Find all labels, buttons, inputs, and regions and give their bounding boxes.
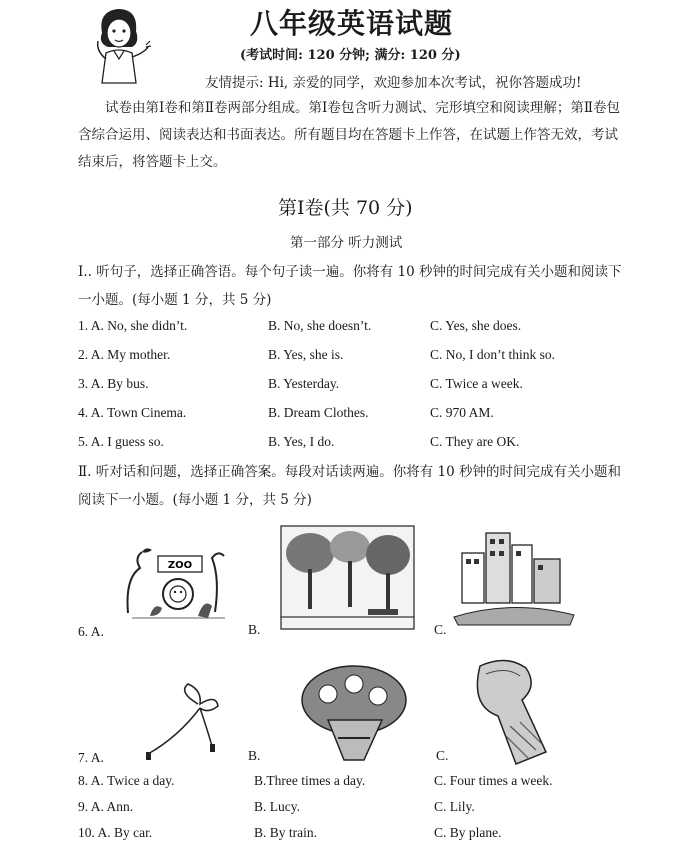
q9-option-b: B. Lucy.	[254, 799, 300, 814]
q8-option-c: C. Four times a week.	[434, 773, 553, 788]
zoo-sign-text: ZOO	[167, 560, 193, 571]
q10-option-c: C. By plane.	[434, 825, 502, 840]
q1-option-a: 1. A. No, she didn’t.	[78, 318, 188, 333]
exam-time-score: (考试时间: 120 分钟; 满分: 120 分)	[240, 48, 461, 63]
q8-option-a: 8. A. Twice a day.	[78, 773, 175, 788]
q6-option-b-label: B.	[248, 622, 261, 637]
exam-title: 八年级英语试题	[250, 7, 454, 40]
q7-option-c-label: C.	[436, 748, 449, 763]
q9-option-a: 9. A. Ann.	[78, 799, 134, 814]
scarf-picture	[460, 656, 552, 768]
part-title: 第一部分 听力测试	[290, 235, 403, 251]
part1-instruction: Ⅰ.. 听句子，选择正确答语。每个句子读一遍。你将有 10 秒钟的时间完成有关小题和阅读下一小题。(每小题 1 分，共 5 分)	[78, 264, 622, 308]
ribbon-bow-picture	[138, 682, 228, 762]
q5-option-a: 5. A. I guess so.	[78, 434, 164, 449]
friendly-tip: 友情提示: Hi, 亲爱的同学，欢迎参加本次考试，祝你答题成功!	[205, 75, 582, 91]
q5-option-b: B. Yes, I do.	[268, 434, 335, 449]
q6-option-c-label: C.	[434, 622, 447, 637]
q3-option-c: C. Twice a week.	[430, 376, 523, 391]
q4-option-a: 4. A. Town Cinema.	[78, 405, 187, 420]
q10-option-a: 10. A. By car.	[78, 825, 153, 840]
park-trees-picture	[280, 525, 415, 630]
q10-option-b: B. By train.	[254, 825, 317, 840]
q3-option-a: 3. A. By bus.	[78, 376, 149, 391]
teacher-mascot-illustration	[88, 3, 152, 85]
q9-option-c: C. Lily.	[434, 799, 475, 814]
q6-option-a-label: 6. A.	[78, 624, 104, 639]
flower-bouquet-picture	[298, 660, 410, 770]
zoo-picture	[120, 538, 235, 620]
city-buildings-picture	[452, 525, 577, 630]
q3-option-b: B. Yesterday.	[268, 376, 340, 391]
exam-instructions: 试卷由第Ⅰ卷和第Ⅱ卷两部分组成。第Ⅰ卷包含听力测试、完形填空和阅读理解；第Ⅱ卷包含综合运用、阅读表达和书面表达。所有题目均在答题卡上作答，在试题上作答无效，考试结束后，将答题卡上交。	[78, 100, 621, 170]
section-title: 第Ⅰ卷(共 70 分)	[278, 197, 413, 219]
q2-option-a: 2. A. My mother.	[78, 347, 171, 362]
q2-option-b: B. Yes, she is.	[268, 347, 344, 362]
q4-option-b: B. Dream Clothes.	[268, 405, 369, 420]
q8-option-b: B.Three times a day.	[254, 773, 366, 788]
q2-option-c: C. No, I don’t think so.	[430, 347, 556, 362]
q5-option-c: C. They are OK.	[430, 434, 520, 449]
q7-option-b-label: B.	[248, 748, 261, 763]
q1-option-c: C. Yes, she does.	[430, 318, 522, 333]
q4-option-c: C. 970 AM.	[430, 405, 494, 420]
q1-option-b: B. No, she doesn’t.	[268, 318, 372, 333]
q7-option-a-label: 7. A.	[78, 750, 104, 765]
part2-instruction: Ⅱ. 听对话和问题，选择正确答案。每段对话读两遍。你将有 10 秒钟的时间完成有关小题和阅读下一小题。(每小题 1 分，共 5 分)	[78, 464, 622, 508]
